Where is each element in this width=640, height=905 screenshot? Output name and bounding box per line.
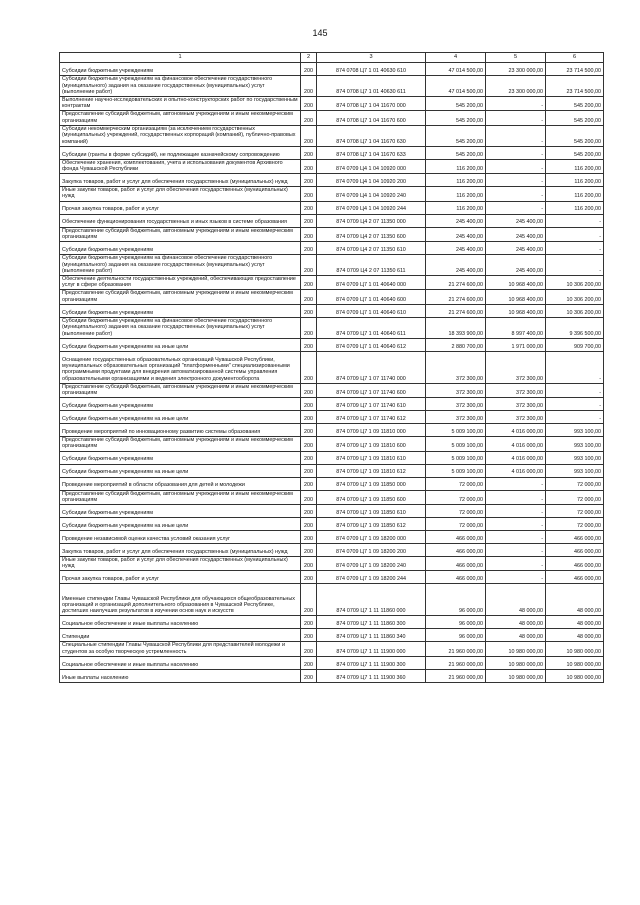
row-kbk: 874 0709 Ц4 1 04 10920 244 (317, 201, 426, 214)
table-row (60, 656, 604, 669)
row-name: Проведение мероприятий по инновационному развитию системы образования (60, 424, 301, 437)
row-code: 200 (301, 276, 317, 290)
table-row (60, 304, 604, 317)
row-value-col5: 10 980 000,00 (486, 669, 546, 682)
row-value-col6: 466 000,00 (546, 544, 604, 557)
row-value-col5: - (486, 490, 546, 504)
row-value-col5: 48 000,00 (486, 629, 546, 642)
row-value-col5: - (486, 531, 546, 544)
row-code: 200 (301, 398, 317, 411)
row-value-col4: 21 274 600,00 (426, 276, 486, 290)
row-code: 200 (301, 571, 317, 584)
row-code: 200 (301, 201, 317, 214)
row-value-col5: - (486, 125, 546, 146)
row-name: Обеспечение хранения, комплектования, учета и использования документов Архивного фонда Чувашской Республики (60, 159, 301, 173)
row-kbk: 874 0709 Ц7 1 01 40640 000 (317, 276, 426, 290)
row-value-col5: 1 971 000,00 (486, 338, 546, 351)
header-col-5: 5 (486, 53, 546, 63)
row-kbk: 874 0709 Ц7 1 09 18200 000 (317, 531, 426, 544)
row-code: 200 (301, 669, 317, 682)
row-value-col4: 466 000,00 (426, 544, 486, 557)
row-code: 200 (301, 242, 317, 255)
table-row (60, 242, 604, 255)
row-name: Субсидии бюджетным учреждениям на финансовое обеспечение государственного (муниципального) задания на оказание государственных (муниципальных) услуг (выполнение работ) (60, 317, 301, 338)
header-col-3: 3 (317, 53, 426, 63)
row-code: 200 (301, 146, 317, 159)
row-code: 200 (301, 544, 317, 557)
row-code: 200 (301, 351, 317, 383)
row-name: Социальное обеспечение и иные выплаты населению (60, 656, 301, 669)
row-value-col5: 10 980 000,00 (486, 656, 546, 669)
row-value-col4: 545 200,00 (426, 111, 486, 125)
table-row (60, 276, 604, 290)
row-kbk: 874 0709 Ц7 1 07 11740 600 (317, 383, 426, 397)
row-code: 200 (301, 629, 317, 642)
table-row (60, 111, 604, 125)
row-code: 200 (301, 518, 317, 531)
row-value-col4: 116 200,00 (426, 187, 486, 201)
row-value-col4: 245 400,00 (426, 227, 486, 241)
row-value-col5: - (486, 557, 546, 571)
row-code: 200 (301, 383, 317, 397)
table-row (60, 505, 604, 518)
row-kbk: 874 0709 Ц7 1 07 11740 612 (317, 411, 426, 424)
row-value-col5: 10 968 400,00 (486, 290, 546, 304)
row-value-col4: 5 009 100,00 (426, 424, 486, 437)
row-value-col5: 4 016 000,00 (486, 451, 546, 464)
row-value-col6: 466 000,00 (546, 557, 604, 571)
row-value-col5: 10 968 400,00 (486, 276, 546, 290)
row-value-col6: 72 000,00 (546, 505, 604, 518)
table-row (60, 584, 604, 616)
row-kbk: 874 0709 Ц7 1 01 40640 611 (317, 317, 426, 338)
row-value-col6: 10 980 000,00 (546, 642, 604, 656)
row-value-col6: 545 200,00 (546, 111, 604, 125)
row-name: Специальные стипендии Главы Чувашской Республики для представителей молодежи и студентов за особую творческую устремленность (60, 642, 301, 656)
row-value-col5: 245 400,00 (486, 214, 546, 227)
row-value-col5: - (486, 544, 546, 557)
row-kbk: 874 0709 Ц7 1 11 11860 340 (317, 629, 426, 642)
row-value-col5: 372 300,00 (486, 398, 546, 411)
row-kbk: 874 0708 Ц7 1 01 40630 610 (317, 63, 426, 76)
row-value-col5: 10 980 000,00 (486, 642, 546, 656)
table-row (60, 146, 604, 159)
row-value-col6: 72 000,00 (546, 477, 604, 490)
row-name: Предоставление субсидий бюджетным, автономным учреждениям и иным некоммерческим организациям (60, 227, 301, 241)
table-row (60, 669, 604, 682)
row-kbk: 874 0709 Ц7 1 09 18200 240 (317, 557, 426, 571)
row-value-col6: 72 000,00 (546, 518, 604, 531)
table-row (60, 214, 604, 227)
row-value-col4: 21 960 000,00 (426, 656, 486, 669)
row-name: Предоставление субсидий бюджетным, автономным учреждениям и иным некоммерческим организациям (60, 437, 301, 451)
row-kbk: 874 0709 Ц4 2 07 11350 611 (317, 255, 426, 276)
row-value-col5: - (486, 174, 546, 187)
row-value-col6: 48 000,00 (546, 584, 604, 616)
row-value-col5: - (486, 159, 546, 173)
row-value-col4: 72 000,00 (426, 505, 486, 518)
row-value-col6: 116 200,00 (546, 201, 604, 214)
row-name: Иные выплаты населению (60, 669, 301, 682)
row-value-col6: 116 200,00 (546, 187, 604, 201)
row-kbk: 874 0709 Ц4 2 07 11350 600 (317, 227, 426, 241)
row-name: Стипендии (60, 629, 301, 642)
row-value-col6: 466 000,00 (546, 531, 604, 544)
row-name: Социальное обеспечение и иные выплаты населению (60, 616, 301, 629)
table-row (60, 477, 604, 490)
row-value-col4: 116 200,00 (426, 159, 486, 173)
row-code: 200 (301, 557, 317, 571)
table-row (60, 97, 604, 111)
table-row (60, 351, 604, 383)
row-value-col4: 545 200,00 (426, 146, 486, 159)
row-code: 200 (301, 76, 317, 97)
row-value-col5: 8 997 400,00 (486, 317, 546, 338)
header-col-1: 1 (60, 53, 301, 63)
row-value-col4: 72 000,00 (426, 490, 486, 504)
row-kbk: 874 0709 Ц7 1 09 11810 610 (317, 451, 426, 464)
row-value-col4: 116 200,00 (426, 201, 486, 214)
row-value-col4: 116 200,00 (426, 174, 486, 187)
row-value-col6: - (546, 411, 604, 424)
table-row (60, 76, 604, 97)
row-value-col5: - (486, 111, 546, 125)
row-name: Именные стипендии Главы Чувашской Республики для обучающихся общеобразовательных организаций и организаций дополнительного образования в Чувашской Республике, достигших наилучших результатов в изучении основ наук и искусств (60, 584, 301, 616)
row-value-col5: - (486, 477, 546, 490)
table-row (60, 544, 604, 557)
row-value-col4: 466 000,00 (426, 571, 486, 584)
row-kbk: 874 0708 Ц7 1 04 11670 600 (317, 111, 426, 125)
row-value-col4: 96 000,00 (426, 629, 486, 642)
row-code: 200 (301, 290, 317, 304)
row-code: 200 (301, 464, 317, 477)
row-code: 200 (301, 187, 317, 201)
row-value-col5: 4 016 000,00 (486, 464, 546, 477)
row-value-col4: 21 960 000,00 (426, 642, 486, 656)
row-code: 200 (301, 125, 317, 146)
row-value-col5: 245 400,00 (486, 242, 546, 255)
row-name: Субсидии бюджетным учреждениям (60, 451, 301, 464)
table-row (60, 518, 604, 531)
table-header-row (60, 53, 604, 63)
row-value-col6: 116 200,00 (546, 159, 604, 173)
row-value-col4: 372 300,00 (426, 383, 486, 397)
table-row (60, 557, 604, 571)
row-code: 200 (301, 159, 317, 173)
table-row (60, 571, 604, 584)
row-value-col4: 5 009 100,00 (426, 451, 486, 464)
row-value-col6: - (546, 255, 604, 276)
row-value-col4: 47 014 500,00 (426, 63, 486, 76)
row-kbk: 874 0709 Ц7 1 09 11810 612 (317, 464, 426, 477)
row-kbk: 874 0708 Ц7 1 01 40630 611 (317, 76, 426, 97)
row-name: Субсидии бюджетным учреждениям (60, 304, 301, 317)
row-value-col4: 21 274 600,00 (426, 290, 486, 304)
row-name: Предоставление субсидий бюджетным, автономным учреждениям и иным некоммерческим организациям (60, 111, 301, 125)
row-code: 200 (301, 411, 317, 424)
row-kbk: 874 0708 Ц7 1 04 11670 633 (317, 146, 426, 159)
row-name: Иные закупки товаров, работ и услуг для обеспечения государственных (муниципальных) нужд (60, 187, 301, 201)
row-value-col5: - (486, 97, 546, 111)
table-row (60, 531, 604, 544)
row-value-col4: 245 400,00 (426, 255, 486, 276)
table-row (60, 227, 604, 241)
row-kbk: 874 0709 Ц7 1 09 11810 000 (317, 424, 426, 437)
row-value-col4: 372 300,00 (426, 398, 486, 411)
row-value-col4: 96 000,00 (426, 616, 486, 629)
row-name: Субсидии некоммерческим организациям (за исключением государственных (муниципальных) учреждений, государственных корпораций (компаний), публично-правовых компаний) (60, 125, 301, 146)
row-name: Предоставление субсидий бюджетным, автономным учреждениям и иным некоммерческим организациям (60, 290, 301, 304)
row-value-col6: 23 714 500,00 (546, 63, 604, 76)
row-kbk: 874 0709 Ц4 1 04 10920 000 (317, 159, 426, 173)
row-code: 200 (301, 174, 317, 187)
row-value-col4: 245 400,00 (426, 214, 486, 227)
row-name: Обеспечение деятельности государственных учреждений, обеспечивающих предоставление услуг в сфере образования (60, 276, 301, 290)
row-value-col6: 10 306 200,00 (546, 276, 604, 290)
table-row (60, 174, 604, 187)
table-row (60, 383, 604, 397)
row-value-col6: 993 100,00 (546, 464, 604, 477)
row-value-col4: 5 009 100,00 (426, 464, 486, 477)
table-row (60, 451, 604, 464)
row-value-col5: 372 300,00 (486, 383, 546, 397)
row-name: Субсидии бюджетным учреждениям (60, 398, 301, 411)
row-code: 200 (301, 214, 317, 227)
row-code: 200 (301, 531, 317, 544)
row-value-col6: 9 396 500,00 (546, 317, 604, 338)
row-value-col4: 96 000,00 (426, 584, 486, 616)
row-name: Прочая закупка товаров, работ и услуг (60, 201, 301, 214)
page-number: 145 (312, 28, 328, 38)
row-value-col5: 372 300,00 (486, 351, 546, 383)
row-code: 200 (301, 111, 317, 125)
row-kbk: 874 0709 Ц7 1 09 11850 000 (317, 477, 426, 490)
row-value-col5: 4 016 000,00 (486, 437, 546, 451)
row-kbk: 874 0709 Ц7 1 11 11860 000 (317, 584, 426, 616)
row-value-col4: 18 393 900,00 (426, 317, 486, 338)
row-code: 200 (301, 424, 317, 437)
row-value-col4: 47 014 500,00 (426, 76, 486, 97)
row-kbk: 874 0709 Ц7 1 09 11810 600 (317, 437, 426, 451)
row-value-col6: - (546, 227, 604, 241)
row-code: 200 (301, 437, 317, 451)
header-col-6: 6 (546, 53, 604, 63)
row-code: 200 (301, 227, 317, 241)
row-name: Оснащение государственных образовательных организаций Чувашской Республики, муниципальных образовательных организаций "платформенными" специализированными программными продуктами для внедрения автоматизированной системы управления образовательными организациями и ведения электронного документооборота (60, 351, 301, 383)
row-value-col6: 466 000,00 (546, 571, 604, 584)
row-value-col4: 372 300,00 (426, 351, 486, 383)
row-kbk: 874 0709 Ц7 1 07 11740 000 (317, 351, 426, 383)
row-name: Субсидии (гранты в форме субсидий), не подлежащие казначейскому сопровождению (60, 146, 301, 159)
row-code: 200 (301, 451, 317, 464)
row-kbk: 874 0709 Ц4 2 07 11350 610 (317, 242, 426, 255)
row-kbk: 874 0709 Ц7 1 11 11900 000 (317, 642, 426, 656)
row-name: Проведение мероприятий в области образования для детей и молодежи (60, 477, 301, 490)
row-value-col5: 23 300 000,00 (486, 63, 546, 76)
row-name: Субсидии бюджетным учреждениям на финансовое обеспечение государственного (муниципального) задания на оказание государственных (муниципальных) услуг (выполнение работ) (60, 76, 301, 97)
table-row (60, 411, 604, 424)
table-row (60, 125, 604, 146)
row-value-col5: 372 300,00 (486, 411, 546, 424)
row-kbk: 874 0709 Ц4 1 04 10920 240 (317, 187, 426, 201)
table-row (60, 187, 604, 201)
row-kbk: 874 0709 Ц7 1 09 11850 612 (317, 518, 426, 531)
row-kbk: 874 0709 Ц4 2 07 11350 000 (317, 214, 426, 227)
row-code: 200 (301, 490, 317, 504)
row-value-col5: 48 000,00 (486, 584, 546, 616)
table-row (60, 642, 604, 656)
row-code: 200 (301, 584, 317, 616)
row-code: 200 (301, 255, 317, 276)
row-value-col6: 10 306 200,00 (546, 304, 604, 317)
table-body (60, 63, 604, 683)
table-row (60, 338, 604, 351)
row-kbk: 874 0709 Ц7 1 11 11900 300 (317, 656, 426, 669)
table-row (60, 629, 604, 642)
row-value-col6: 909 700,00 (546, 338, 604, 351)
row-value-col6: 993 100,00 (546, 424, 604, 437)
row-name: Предоставление субсидий бюджетным, автономным учреждениям и иным некоммерческим организациям (60, 383, 301, 397)
row-kbk: 874 0709 Ц7 1 11 11900 360 (317, 669, 426, 682)
row-name: Субсидии бюджетным учреждениям (60, 505, 301, 518)
row-value-col6: - (546, 351, 604, 383)
row-value-col4: 72 000,00 (426, 477, 486, 490)
row-name: Субсидии бюджетным учреждениям на иные цели (60, 518, 301, 531)
row-name: Субсидии бюджетным учреждениям на финансовое обеспечение государственного (муниципального) задания на оказание государственных (муниципальных) услуг (выполнение работ) (60, 255, 301, 276)
row-value-col6: 993 100,00 (546, 451, 604, 464)
header-col-2: 2 (301, 53, 317, 63)
row-value-col5: - (486, 518, 546, 531)
row-value-col4: 466 000,00 (426, 557, 486, 571)
row-code: 200 (301, 97, 317, 111)
table-row (60, 159, 604, 173)
row-code: 200 (301, 656, 317, 669)
row-value-col4: 372 300,00 (426, 411, 486, 424)
row-value-col4: 21 960 000,00 (426, 669, 486, 682)
row-kbk: 874 0708 Ц7 1 04 11670 000 (317, 97, 426, 111)
table-row (60, 398, 604, 411)
table-row (60, 201, 604, 214)
table-row (60, 63, 604, 76)
table-row (60, 424, 604, 437)
row-value-col4: 5 009 100,00 (426, 437, 486, 451)
row-kbk: 874 0709 Ц7 1 11 11860 300 (317, 616, 426, 629)
row-name: Проведение независимой оценки качества условий оказания услуг (60, 531, 301, 544)
row-value-col5: - (486, 571, 546, 584)
row-name: Прочая закупка товаров, работ и услуг (60, 571, 301, 584)
row-name: Обеспечение функционирования государственных и иных языков в системе образования (60, 214, 301, 227)
row-value-col6: 545 200,00 (546, 97, 604, 111)
row-code: 200 (301, 642, 317, 656)
row-code: 200 (301, 317, 317, 338)
row-value-col6: - (546, 398, 604, 411)
row-value-col4: 21 274 600,00 (426, 304, 486, 317)
row-value-col4: 72 000,00 (426, 518, 486, 531)
row-value-col6: 10 980 000,00 (546, 656, 604, 669)
row-value-col5: - (486, 201, 546, 214)
table-row (60, 437, 604, 451)
table-row (60, 255, 604, 276)
budget-table (59, 52, 604, 683)
row-value-col5: 48 000,00 (486, 616, 546, 629)
row-value-col6: 10 306 200,00 (546, 290, 604, 304)
row-kbk: 874 0708 Ц7 1 04 11670 630 (317, 125, 426, 146)
table-row (60, 290, 604, 304)
row-value-col6: - (546, 383, 604, 397)
row-value-col6: 10 980 000,00 (546, 669, 604, 682)
row-value-col6: 993 100,00 (546, 437, 604, 451)
row-value-col4: 245 400,00 (426, 242, 486, 255)
row-name: Выполнение научно-исследовательских и опытно-конструкторских работ по государственным контрактам (60, 97, 301, 111)
table-row (60, 616, 604, 629)
row-name: Субсидии бюджетным учреждениям (60, 63, 301, 76)
row-value-col6: 545 200,00 (546, 146, 604, 159)
row-value-col4: 466 000,00 (426, 531, 486, 544)
row-value-col6: 48 000,00 (546, 629, 604, 642)
row-value-col5: 245 400,00 (486, 255, 546, 276)
row-code: 200 (301, 477, 317, 490)
row-value-col5: 10 968 400,00 (486, 304, 546, 317)
row-code: 200 (301, 63, 317, 76)
row-name: Закупка товаров, работ и услуг для обеспечения государственных (муниципальных) нужд (60, 174, 301, 187)
row-value-col5: - (486, 146, 546, 159)
row-name: Иные закупки товаров, работ и услуг для обеспечения государственных (муниципальных) нужд (60, 557, 301, 571)
row-name: Субсидии бюджетным учреждениям на иные цели (60, 338, 301, 351)
row-value-col6: - (546, 242, 604, 255)
row-kbk: 874 0709 Ц7 1 09 11850 610 (317, 505, 426, 518)
table-row (60, 464, 604, 477)
header-col-4: 4 (426, 53, 486, 63)
row-code: 200 (301, 304, 317, 317)
row-name: Предоставление субсидий бюджетным, автономным учреждениям и иным некоммерческим организациям (60, 490, 301, 504)
row-value-col6: 545 200,00 (546, 125, 604, 146)
row-value-col6: 116 200,00 (546, 174, 604, 187)
row-code: 200 (301, 505, 317, 518)
row-value-col5: - (486, 187, 546, 201)
row-code: 200 (301, 338, 317, 351)
row-kbk: 874 0709 Ц7 1 09 18200 244 (317, 571, 426, 584)
row-value-col6: 48 000,00 (546, 616, 604, 629)
row-kbk: 874 0709 Ц7 1 09 18200 200 (317, 544, 426, 557)
row-kbk: 874 0709 Ц7 1 01 40640 600 (317, 290, 426, 304)
row-name: Субсидии бюджетным учреждениям на иные цели (60, 411, 301, 424)
row-value-col6: 72 000,00 (546, 490, 604, 504)
row-kbk: 874 0709 Ц7 1 07 11740 610 (317, 398, 426, 411)
row-kbk: 874 0709 Ц7 1 01 40640 612 (317, 338, 426, 351)
row-name: Субсидии бюджетным учреждениям (60, 242, 301, 255)
row-name: Субсидии бюджетным учреждениям на иные цели (60, 464, 301, 477)
row-value-col4: 545 200,00 (426, 125, 486, 146)
row-kbk: 874 0709 Ц7 1 01 40640 610 (317, 304, 426, 317)
row-value-col6: - (546, 214, 604, 227)
row-value-col5: 23 300 000,00 (486, 76, 546, 97)
table-row (60, 490, 604, 504)
row-value-col5: - (486, 505, 546, 518)
row-value-col5: 4 016 000,00 (486, 424, 546, 437)
row-value-col4: 2 880 700,00 (426, 338, 486, 351)
row-value-col4: 545 200,00 (426, 97, 486, 111)
table-row (60, 317, 604, 338)
row-value-col5: 245 400,00 (486, 227, 546, 241)
row-value-col6: 23 714 500,00 (546, 76, 604, 97)
row-kbk: 874 0709 Ц7 1 09 11850 600 (317, 490, 426, 504)
row-name: Закупка товаров, работ и услуг для обеспечения государственных (муниципальных) нужд (60, 544, 301, 557)
row-code: 200 (301, 616, 317, 629)
row-kbk: 874 0709 Ц4 1 04 10920 200 (317, 174, 426, 187)
